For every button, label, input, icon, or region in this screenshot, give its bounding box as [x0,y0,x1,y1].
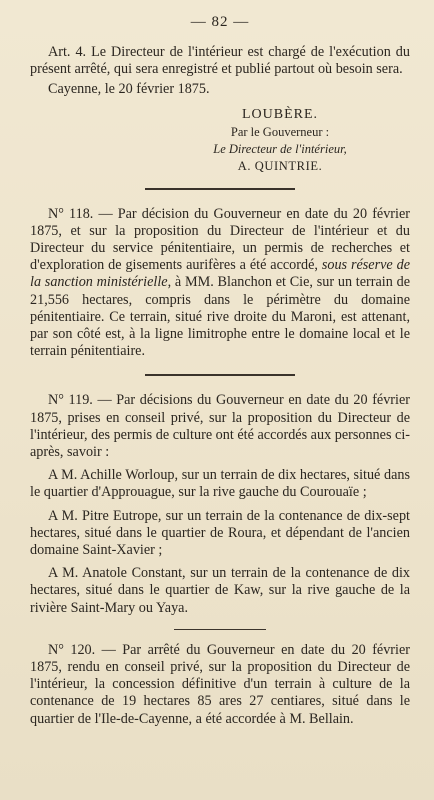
decision-118-paragraph [30,206,410,361]
section-divider [174,629,266,630]
article-4-text: Le Directeur de l'intérieur est chargé de l'exécution du présent arrêté, qui sera enregistré et publié partout où besoin sera. [30,44,410,78]
decision-119-item-2: A M. Pitre Eutrope, sur un terrain de la contenance de dix-sept hectares, situé dans le quartier de Roura, et dépendant de l'ancien domaine Saint-Xavier ; [30,507,410,559]
signatory-by: Par le Gouverneur : [230,124,330,139]
article-4-lead: Art. 4. [48,44,87,60]
signatory-name: LOUBÈRE. [241,106,319,122]
section-divider [145,374,295,376]
signatory-title: Le Directeur de l'intérieur, [213,141,347,156]
decision-118-part1: N° 118. — Par décision du Gouverneur en date du 20 février 1875, et sur la proposition du Directeur de l'intérieur et du Directeur du service pénitentiaire, un permis de recherches et d'exploration de gisements aurifères a été accordé, [30,205,410,274]
decision-119-intro: N° 119. — Par décisions du Gouverneur en date du 20 février 1875, prises en conseil privé, sur la proposition du Directeur de l'intérieur, des permis de culture ont été accordés aux personnes ci-après, savoir : [30,392,410,461]
article-4-paragraph [30,44,410,78]
decision-120-paragraph: N° 120. — Par arrêté du Gouverneur en date du 20 février 1875, rendu en conseil privé, sur la proposition du Directeur de l'intérieur, la concession définitive d'un terrain à culture de la contenance de 19 hectares 85 ares 27 centiares, situé dans le quartier de l'Ile-de-Cayenne, a été accordée à M. Bellain. [30,641,410,727]
decision-118-italic: sous réserve de la sanction ministérielle [30,257,411,291]
page-number: — 82 — [190,14,250,30]
decision-119-item-3: A M. Anatole Constant, sur un terrain de la contenance de dix hectares, situé dans le quartier de Kaw, sur la rive gauche de la rivière Saint-Mary ou Yaya. [30,565,410,616]
decision-118-part2: , à MM. Blanchon et Cie, sur un terrain de 21,556 hectares, compris dans le périmètre du domaine pénitentiaire. Ce terrain, situé rive droite du Maroni, est attenant, par son côté est, à la ligne limitrophe entre le domaine local et le terrain pénitentiaire. [30,274,410,360]
decision-119-item-1: A M. Achille Worloup, sur un terrain de dix hectares, situé dans le quartier d'Approuague, sur la rive gauche du Courouaïe ; [30,467,410,501]
section-divider [145,188,295,190]
date-line: Cayenne, le 20 février 1875. [48,81,210,98]
countersignatory-name: A. QUINTRIE. [237,158,323,173]
